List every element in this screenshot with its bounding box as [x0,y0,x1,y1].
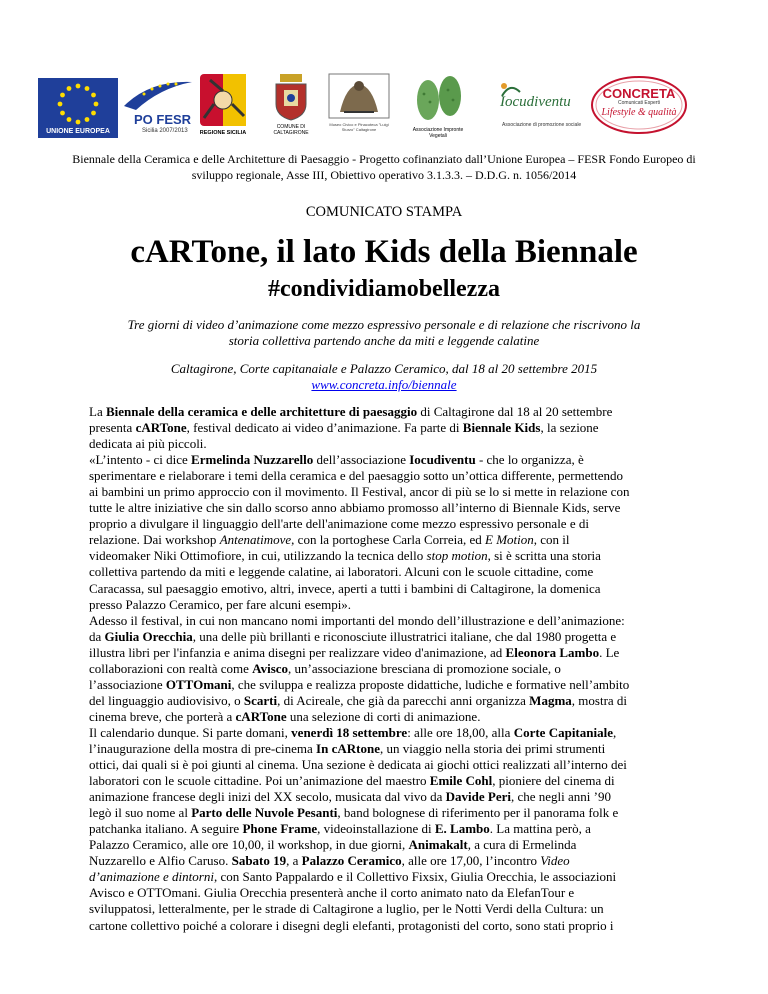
iocudiventu-wordmark: Iocudiventu [500,94,571,110]
concreta-sub: Comunicati Esperti [618,100,660,106]
event-place-dates: Caltagirone, Corte capitanaiale e Palazzo Ceramico, dal 18 al 20 settembre 2015 [170,361,598,376]
body-line: Palazzo Ceramico, alle ore 10,00, il workshop, in due giorni, Animakalt, a cura di Ermelinda [89,837,577,853]
body-line: relazione. Dai workshop Antenatimove, con la portoghese Carla Correia, ed E Motion, con il [89,532,570,548]
body-line: da Giulia Orecchia, una delle più brillanti e riconosciute illustratrici italiane, che dal 1980 progetta e [89,628,617,644]
comune-label: COMUNE DI CALTAGIRONE [273,124,309,136]
museum-figure-icon [326,72,392,120]
eu-stars-icon [38,78,118,126]
page-title: cARTone, il lato Kids della Biennale [130,234,638,270]
body-line: proprio a divulgare il linguaggio dell'arte dell'animazione come mezzo espressivo personale e di [89,516,589,532]
body-line: laboratori con le scuole cittadine. Poi un’animazione del maestro Emile Cohl, pioniere del cinema di [89,773,615,789]
green-footprints-icon [408,72,468,124]
article-body [89,404,689,934]
concreta-script: Lifestyle & qualità [601,107,677,118]
iocudiventu-sub: Associazione di promozione sociale [502,122,582,128]
body-line: Avisco e OTTOmani. Giulia Orecchia presenterà anche il corto animato nato da ElefanTour e [89,885,575,901]
concreta-wordmark: CONCRETA [602,86,676,101]
museo-civico-logo [326,72,392,136]
trinacria-icon [198,72,248,128]
po-fesr-label: PO FESR [134,112,192,127]
body-line: del linguaggio audiovisivo, o Scarti, di Acireale, che già da parecchi anni organizza Magma, mostra di [89,692,628,708]
body-line: l’associazione OTTOmani, che sviluppa e realizza proposte didattiche, ludiche e formative nell’ambito [89,676,630,692]
biennale-link[interactable]: www.concreta.info/biennale [311,377,457,392]
comune-caltagirone-logo [266,72,316,140]
body-line: collettiva partendo da miti e leggende calatine, ai laboratori. Alcuni con le scuole cittadine, come [89,564,594,580]
eu-label: UNIONE EUROPEA [38,126,118,138]
body-line: l’inaugurazione della mostra di pre-cinema In cARtone, un viaggio nella storia dei primi strumenti [89,740,606,756]
body-line: presso Palazzo Ceramico, per fare alcuni esempi». [89,596,352,612]
project-line-2: sviluppo regionale, Asse III, Obiettivo operativo 3.1.3.3. – D.D.G. n. 1056/2014 [191,168,577,182]
eu-flag-logo [38,78,118,138]
concreta-logo [590,74,688,136]
regione-sicilia-label: REGIONE SICILIA [199,130,247,136]
lead-line-1: Tre giorni di video d’animazione come mezzo espressivo personale e di relazione che riscrivono la [127,317,641,332]
body-line: Il calendario dunque. Si parte domani, venerdì 18 settembre: alle ore 18,00, alla Corte Capitaniale, [89,724,617,740]
body-line: presenta cARTone, festival dedicato ai video d’animazione. Fa parte di Biennale Kids, la sezione [89,420,599,436]
body-line: legò il suo nome al Parto delle Nuvole Pesanti, band bolognese di riferimento per il panorama folk e [89,805,619,821]
body-line: Adesso il festival, in cui non mancano nomi importanti del mondo dell’illustrazione e dell’animazione: [89,612,625,628]
body-line: Caracassa, sul paesaggio emotivo, altri, invece, aperti a tutti i bambini di Caltagirone, la domenica [89,580,601,596]
page-subtitle: #condividiamobellezza [268,276,500,302]
lead-paragraph [70,317,698,349]
body-line: ai bambini un primo approccio con il movimento. Il Festival, ancor di più se lo si mette in relazione con [89,484,630,500]
po-fesr-logo [120,76,195,138]
lead-line-2: storia collettiva partendo anche da miti e leggende calatine [228,333,540,348]
impronte-vegetali-logo [408,72,468,140]
partner-logos [0,72,768,140]
body-line: «L’intento - ci dice Ermelinda Nuzzarello dell’associazione Iocudiventu - che lo organizza, è [89,452,584,468]
body-line: Nuzzarello e Alfio Caruso. Sabato 19, a Palazzo Ceramico, alle ore 17,00, l’incontro Video [89,853,570,869]
po-fesr-sub: Sicilia 2007/2013 [142,128,188,134]
press-release-label: COMUNICATO STAMPA [305,204,463,220]
coat-of-arms-icon [266,72,316,122]
impronte-label: Associazione Impronte Vegetali [412,127,464,139]
body-line: ottici, dai quali si è poi giunti al cinema. Una sezione è dedicata ai giochi ottici realizzati all’interno dei [89,757,627,773]
body-line: La Biennale della ceramica e delle architetture di paesaggio di Caltagirone dal 18 al 20 settembre [89,404,613,419]
museo-label: Museo Civico e Pinacoteca "Luigi Sturzo" Caltagirone [329,122,389,132]
body-line: collaborazioni con realtà come Avisco, un’associazione bresciana di promozione sociale, o [89,660,561,676]
body-line: videomaker Niki Ottimofiore, in cui, utilizzando la tecnica dello stop motion, si è scritta una storia [89,548,601,564]
body-line: cinema breve, che porterà a cARTone una selezione di corti di animazione. [89,708,481,724]
body-line: animazione francese degli inizi del XX secolo, musicata dal vivo da Davide Peri, che negli anni ’90 [89,789,611,805]
project-line-1: Biennale della Ceramica e delle Architetture di Paesaggio - Progetto cofinanziato dall’Unione Europea – FESR Fondo Europeo di [72,152,696,166]
body-line: d’animazione e dintorni, con Santo Pappalardo e il Collettivo Fixsix, Giulia Orecchia, le associazioni [89,869,617,885]
iocudiventu-logo [496,80,586,138]
body-line: sviluppatosi, letteralmente, per le strade di Caltagirone a luglio, per le Notti Verdi della Cultura: un [89,901,604,917]
body-line: cartone collettivo poiché a colorare i disegni degli elefanti, protagonisti del corto, sono stati proprio i [89,917,614,933]
body-line: dedicata ai più piccoli. [89,436,207,452]
regione-sicilia-logo [198,72,248,140]
body-line: illustra libri per l'infanzia e anima disegni per realizzare video d'animazione, ad Eleonora Lambo. Le [89,644,620,660]
body-line: sperimentare e rielaborare i temi della ceramica e del paesaggio sotto un’ottica differente, permettendo [89,468,623,484]
project-funding-note [40,151,728,183]
body-line: patchanka italiano. A seguire Phone Frame, videoinstallazione di E. Lambo. La mattina però, a [89,821,591,837]
po-fesr-swoosh-icon [120,76,195,112]
body-line: tutte le altre iniziative che sin dallo scorso anno abbiamo promosso all’interno di Biennale Kids, serve [89,500,621,516]
